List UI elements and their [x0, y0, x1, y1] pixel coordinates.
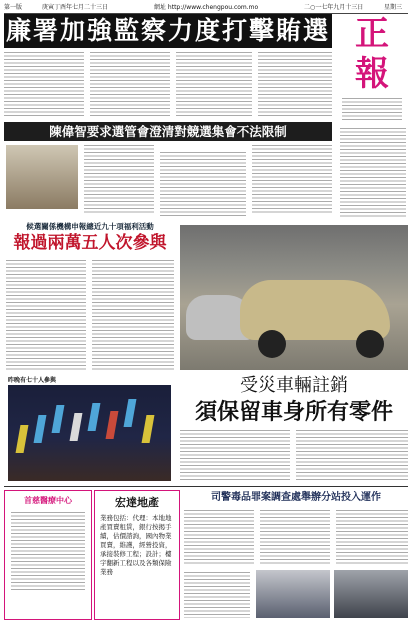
estate-ad-body: 業務包括：代理：本地地產買賣租賃，銀行按揭手續，估價諮詢，國內物業買賣，維護，經營投資，承接裝修工程；設計；樓宇翻新工程以及各類保險業務	[100, 514, 172, 576]
masthead-info-text	[342, 98, 402, 120]
drug-story-title: 司警毒品罪案調查處舉辦分站投入運作	[211, 492, 381, 503]
sub-headline: 陳偉智要求選管會澄清對競選集會不法限制	[4, 122, 332, 141]
article-text-col-1	[4, 52, 84, 116]
article-text-col-4	[258, 52, 332, 116]
masthead	[336, 14, 408, 122]
welfare-kicker: 候選關係機構申報總近九十項福利活動	[26, 222, 154, 231]
article-text-col-2	[90, 52, 170, 116]
estate-ad	[94, 490, 180, 620]
welfare-title: 報過兩萬五人次參與	[13, 233, 167, 253]
website[interactable]: 網址 http://www.chengpou.com.mo	[154, 4, 259, 11]
article-text-col-8	[6, 260, 86, 372]
car-story-big-title: 須保留車身所有零件	[194, 399, 393, 425]
clinic-ad-title: 首慈醫療中心	[24, 496, 72, 505]
article-text-col-6	[160, 152, 246, 216]
article-text-col-11	[296, 430, 408, 480]
article-text-col-3	[176, 52, 252, 116]
article-text-col-10	[180, 430, 290, 480]
lunar-date: 庚寅丁酉年七月二十三日	[42, 4, 109, 11]
top-info-bar	[4, 3, 408, 14]
event-photo	[334, 570, 408, 618]
officials-photo	[256, 570, 330, 618]
clinic-ad	[4, 490, 92, 620]
article-text-col-7	[252, 145, 332, 215]
masthead-char-1: 正	[355, 14, 389, 54]
flag-caption: 昨晚有七十人參與	[8, 377, 57, 384]
estate-ad-title: 宏達地產	[115, 496, 159, 509]
flood-damaged-car-photo	[180, 225, 408, 370]
article-text-col-15	[184, 572, 250, 618]
article-text-col-12	[184, 510, 254, 566]
article-text-col-13	[260, 510, 330, 566]
article-text-col-5	[84, 145, 154, 215]
article-text-col-14	[336, 510, 408, 566]
weekday: 星期三	[384, 4, 403, 11]
issue-date: 二○一七年九月十三日	[304, 4, 364, 11]
main-headline: 廉署加強監察力度打擊賄選	[4, 14, 332, 48]
candidates-photo	[6, 145, 78, 209]
section-divider	[4, 486, 408, 487]
clinic-ad-text	[11, 512, 85, 592]
car-story-small-title: 受災車輛註銷	[240, 375, 348, 396]
article-text-col-9	[92, 260, 174, 372]
page-number: 第一版	[4, 4, 23, 11]
masthead-char-2: 報	[355, 54, 389, 94]
masthead-contact-info	[340, 128, 406, 218]
rally-flags-photo	[8, 385, 171, 481]
